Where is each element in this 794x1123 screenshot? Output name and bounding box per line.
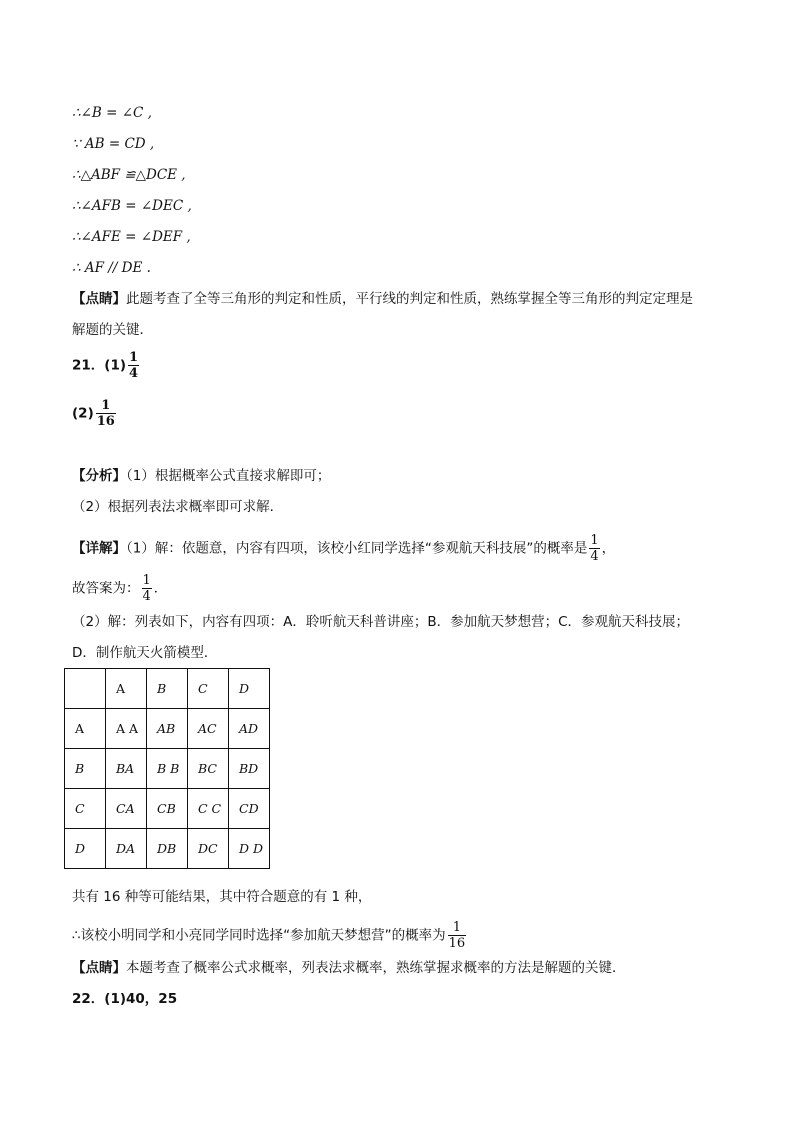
comment-paragraph-1: [72, 289, 693, 309]
table-cell: DA: [106, 829, 147, 869]
fraction-denominator: 4: [129, 366, 139, 381]
comment-paragraph-2: [72, 958, 626, 978]
table-cell: B: [65, 749, 106, 789]
fraction-denominator: 16: [96, 414, 115, 429]
fraction-denominator: 16: [448, 936, 466, 951]
table-cell: B: [147, 669, 188, 709]
comment-text-line2: 解题的关键．: [72, 322, 153, 338]
table-cell: DC: [188, 829, 229, 869]
table-cell: C C: [188, 789, 229, 829]
result-line-1: 共有 16 种等可能结果，其中符合题意的有 1 种，: [72, 889, 372, 905]
answer-prefix: 故答案为：: [72, 580, 140, 597]
q21-part2-label: (2): [72, 405, 94, 422]
table-row: [65, 709, 270, 749]
detail-line-4: D．制作航天火箭模型．: [72, 645, 218, 661]
table-cell: AB: [147, 709, 188, 749]
table-cell: D D: [229, 829, 270, 869]
table-cell: A: [106, 669, 147, 709]
detail-fraction-1: [589, 533, 599, 564]
fraction-numerator: 1: [590, 533, 599, 548]
table-cell: A: [65, 709, 106, 749]
table-row: [65, 829, 270, 869]
fraction-numerator: 1: [101, 398, 111, 413]
q22-answer: 22．(1)40，25: [72, 991, 178, 1007]
table-cell: AD: [229, 709, 270, 749]
table-row: [65, 749, 270, 789]
table-row: [65, 789, 270, 829]
table-cell: A A: [106, 709, 147, 749]
q21-answer2-fraction: [96, 398, 116, 429]
outcome-table: [64, 668, 270, 869]
proof-line-3: ∴△ABF ≌△DCE ,: [72, 167, 186, 183]
table-cell: CB: [147, 789, 188, 829]
proof-line-6: ∴ AF // DE .: [72, 260, 151, 276]
table-cell: AC: [188, 709, 229, 749]
result-line-2: [72, 920, 468, 951]
detail-tag: 【详解】: [72, 540, 126, 557]
table-cell: DB: [147, 829, 188, 869]
comment-tag: 【点睛】: [72, 291, 126, 307]
detail-line-1: [72, 533, 615, 564]
table-cell: C: [65, 789, 106, 829]
analysis-line-2: （2）根据列表法求概率即可求解．: [72, 499, 284, 515]
q21-number: 21．(1): [72, 357, 127, 374]
table-row: [65, 669, 270, 709]
proof-line-5: ∴∠AFE = ∠DEF ,: [72, 229, 191, 245]
fraction-numerator: 1: [452, 920, 461, 935]
table-cell: BD: [229, 749, 270, 789]
q21-answer-1: [72, 350, 141, 381]
result-text-2: ∴该校小明同学和小亮同学同时选择“参加航天梦想营”的概率为: [72, 927, 446, 944]
detail-line-2: [72, 573, 167, 604]
analysis-text-1: （1）根据概率公式直接求解即可；: [126, 468, 331, 484]
q21-answer1-fraction: [128, 350, 139, 381]
comment-tag: 【点睛】: [72, 960, 126, 976]
result-fraction: [448, 920, 467, 951]
proof-line-4: ∴∠AFB = ∠DEC ,: [72, 198, 192, 214]
table-cell: CD: [229, 789, 270, 829]
table-cell: CA: [106, 789, 147, 829]
table-cell: C: [188, 669, 229, 709]
fraction-numerator: 1: [142, 573, 151, 588]
proof-line-2: ∵ AB = CD ,: [72, 136, 155, 152]
detail-punct-1: ，: [601, 540, 616, 557]
proof-line-1: ∴∠B = ∠C ,: [72, 105, 152, 121]
table-cell: BC: [188, 749, 229, 789]
detail-line-3: （2）解：列表如下，内容有四项：A．聆听航天科普讲座；B．参加航天梦想营；C．参观航天科技展；: [72, 614, 690, 630]
table-cell: BA: [106, 749, 147, 789]
fraction-denominator: 4: [590, 549, 599, 564]
detail-fraction-2: [142, 573, 152, 604]
fraction-denominator: 4: [142, 589, 151, 604]
table-cell: D: [65, 829, 106, 869]
analysis-tag: 【分析】: [72, 468, 126, 484]
q21-answer-2: [72, 398, 118, 429]
detail-punct-2: ．: [153, 580, 168, 597]
table-cell: B B: [147, 749, 188, 789]
table-cell: D: [229, 669, 270, 709]
detail-text-1: （1）解：依题意，内容有四项，该校小红同学选择“参观航天科技展”的概率是: [126, 540, 588, 557]
analysis-line-1: [72, 466, 330, 486]
fraction-numerator: 1: [129, 350, 139, 365]
comment-text-line1: 此题考查了全等三角形的判定和性质，平行线的判定和性质，熟练掌握全等三角形的判定定理是: [126, 291, 693, 307]
table-cell: [65, 669, 106, 709]
comment-text: 本题考查了概率公式求概率，列表法求概率，熟练掌握求概率的方法是解题的关键．: [126, 960, 626, 976]
